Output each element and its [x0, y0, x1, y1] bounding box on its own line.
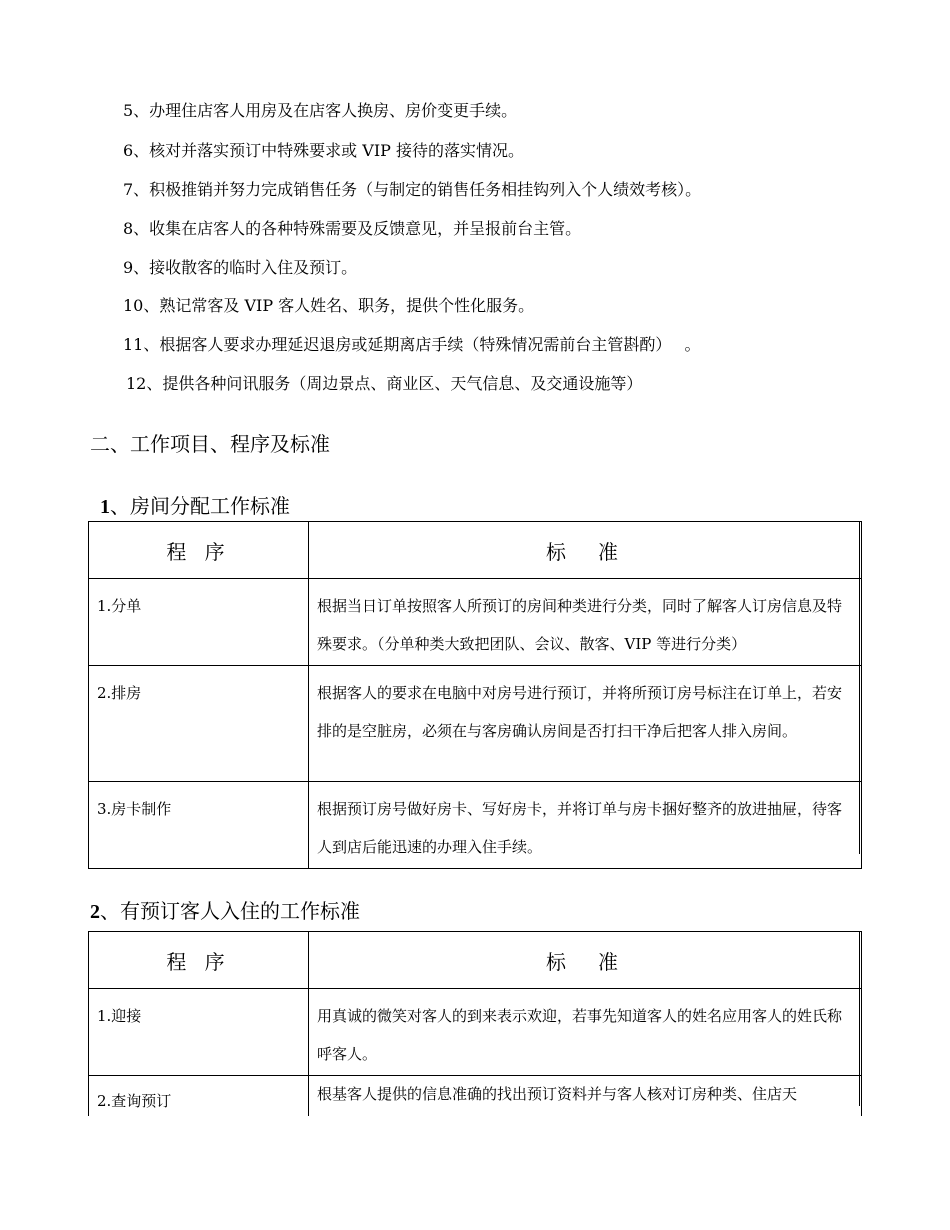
table-header-row	[89, 932, 862, 989]
procedure-cell: 2.排房	[89, 666, 309, 782]
procedure-cell: 1.迎接	[89, 989, 309, 1076]
header-procedure: 程 序	[89, 522, 309, 579]
header-procedure: 程 序	[89, 932, 309, 989]
procedure-cell: 3.房卡制作	[89, 782, 309, 869]
room-assignment-table	[88, 521, 862, 869]
header-standard: 标 准	[309, 522, 862, 579]
table1-title-text: 、房间分配工作标准	[110, 494, 290, 518]
duty-item-6: 6、核对并落实预订中特殊要求或 VIP 接待的落实情况。	[123, 141, 524, 160]
standard-cell: 用真诚的微笑对客人的到来表示欢迎，若事先知道客人的姓名应用客人的姓氏称呼客人。	[309, 989, 862, 1076]
checkin-with-reservation-table	[88, 931, 862, 1116]
table-row	[89, 782, 862, 869]
standard-cell: 根据客人的要求在电脑中对房号进行预订，并将所预订房号标注在订单上，若安排的是空脏房，必须在与客房确认房间是否打扫干净后把客人排入房间。	[309, 666, 862, 782]
table2-title-text: 、有预订客人入住的工作标准	[100, 899, 360, 923]
table1-right-border	[859, 521, 860, 854]
duty-item-9: 9、接收散客的临时入住及预订。	[123, 258, 358, 277]
duty-item-11: 11、根据客人要求办理延迟退房或延期离店手续（特殊情况需前台主管斟酌） 。	[123, 335, 701, 354]
table2-title	[90, 898, 360, 925]
table-row	[89, 1076, 862, 1116]
table-row	[89, 666, 862, 782]
table2-right-border	[859, 931, 860, 1106]
table-row	[89, 579, 862, 666]
table-row	[89, 989, 862, 1076]
duty-item-8: 8、收集在店客人的各种特殊需要及反馈意见，并呈报前台主管。	[123, 219, 582, 238]
table-header-row	[89, 522, 862, 579]
table1-title-number: 1	[100, 496, 110, 518]
header-standard: 标 准	[309, 932, 862, 989]
table1-title	[100, 493, 290, 520]
section-title: 二、工作项目、程序及标准	[90, 432, 330, 456]
standard-cell: 根据当日订单按照客人所预订的房间种类进行分类，同时了解客人订房信息及特殊要求。（分单种类大致把团队、会议、散客、VIP 等进行分类）	[309, 579, 862, 666]
procedure-cell: 2.查询预订	[89, 1076, 309, 1116]
duty-item-12: 12、提供各种问讯服务（周边景点、商业区、天气信息、及交通设施等）	[126, 374, 643, 393]
standard-cell: 根基客人提供的信息准确的找出预订资料并与客人核对订房种类、住店天	[309, 1076, 862, 1116]
duty-item-10: 10、熟记常客及 VIP 客人姓名、职务，提供个性化服务。	[123, 296, 535, 315]
duty-item-5: 5、办理住店客人用房及在店客人换房、房价变更手续。	[123, 101, 518, 120]
standard-cell: 根据预订房号做好房卡、写好房卡，并将订单与房卡捆好整齐的放进抽屉，待客人到店后能迅速的办理入住手续。	[309, 782, 862, 869]
duty-item-7: 7、积极推销并努力完成销售任务（与制定的销售任务相挂钩列入个人绩效考核）。	[123, 180, 702, 199]
table2-title-number: 2	[90, 901, 100, 923]
procedure-cell: 1.分单	[89, 579, 309, 666]
